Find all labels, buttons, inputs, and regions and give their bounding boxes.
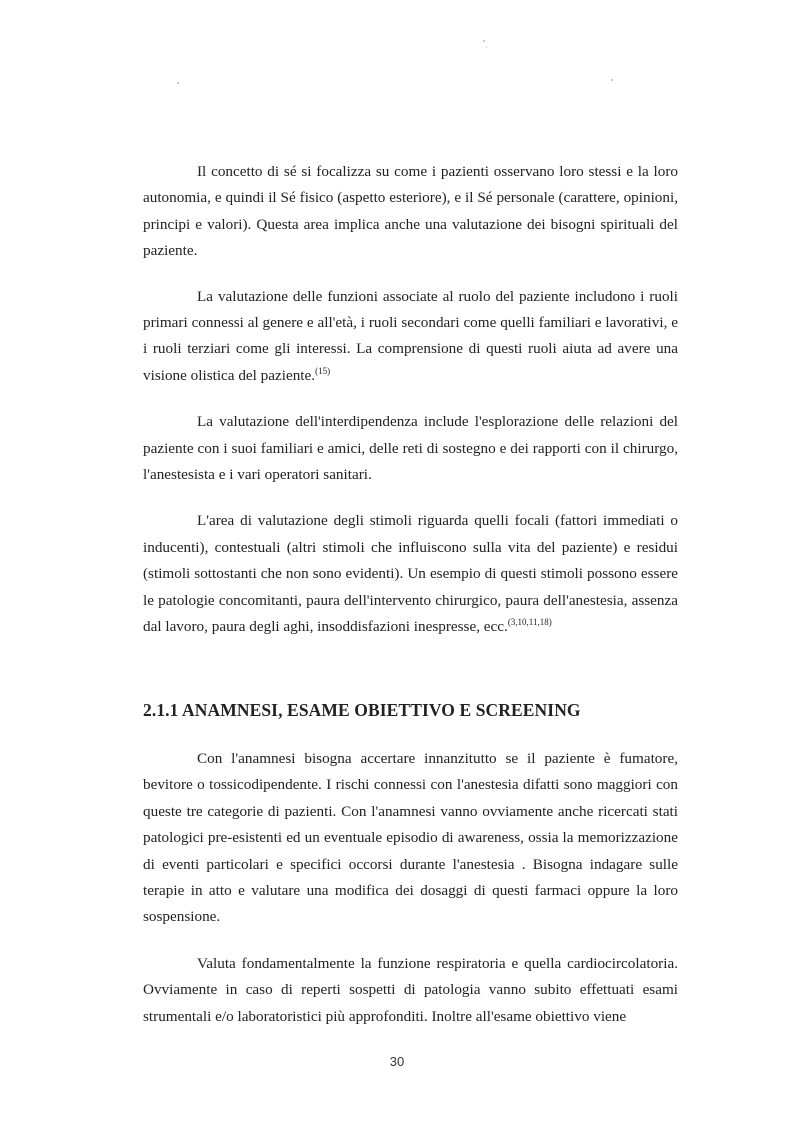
paragraph xyxy=(143,746,678,931)
paragraph-text: L'area di valutazione degli stimoli riguarda quelli focali (fattori immediati o inducenti), contestuali (altri stimoli che influiscono sulla vita del paziente) e residui (stimoli sottostanti che non sono evidenti). Un esempio di questi stimoli possono essere le patologie concomitanti, paura dell'intervento chirurgico, paura dell'anestesia, assenza dal lavoro, paura degli aghi, insoddisfazioni inespresse, ecc. xyxy=(143,512,678,636)
paragraph-text: Valuta fondamentalmente la funzione respiratoria e quella cardiocircolatoria. Ovviamente in caso di reperti sospetti di patologia vanno subito effettuati esami strumentali e/o laboratoristici più approfonditi. Inoltre all'esame obiettivo viene xyxy=(143,954,678,1025)
paragraph-text: La valutazione delle funzioni associate al ruolo del paziente includono i ruoli primari connessi al genere e all'età, i ruoli secondari come quelli familiari e lavorativi, e i ruoli terziari come gli interessi. La comprensione di questi ruoli aiuta ad avere una visione olistica del paziente. xyxy=(143,287,678,384)
paragraph-text: La valutazione dell'interdipendenza include l'esplorazione delle relazioni del paziente con i suoi familiari e amici, delle reti di sostegno e dei rapporti con il chirurgo, l'anestesista e i vari operatori sanitari. xyxy=(143,413,678,484)
section-heading: 2.1.1 ANAMNESI, ESAME OBIETTIVO E SCREENING xyxy=(143,700,581,720)
scan-speck xyxy=(483,40,485,42)
scan-speck xyxy=(486,47,487,48)
page-number: 30 xyxy=(389,1054,405,1069)
scan-speck xyxy=(611,79,613,81)
scan-speck xyxy=(177,82,179,84)
paragraph xyxy=(143,951,678,1030)
paragraph-text: Il concetto di sé si focalizza su come i pazienti osservano loro stessi e la loro autonomia, e quindi il Sé fisico (aspetto esteriore), e il Sé personale (carattere, opinioni, principi e valori). Questa area implica anche una valutazione dei bisogni spirituali del paziente. xyxy=(143,163,678,260)
body-text-before-heading xyxy=(143,159,678,641)
paragraph xyxy=(143,284,678,390)
paragraph-text: Con l'anamnesi bisogna accertare innanzitutto se il paziente è fumatore, bevitore o tossicodipendente. I rischi connessi con l'anestesia difatti sono maggiori con queste tre categorie di pazienti. Con l'anamnesi vanno ovviamente anche ricercati stati patologici pre-esistenti ed un eventuale episodio di awareness, ossia la memorizzazione di eventi particolari e specifici occorsi durante l'anestesia . Bisogna indagare sulle terapie in atto e valutare una modifica dei dosaggi di questi farmaci oppure la loro sospensione. xyxy=(143,750,678,926)
paragraph xyxy=(143,159,678,265)
citation-reference: (15) xyxy=(315,365,331,376)
paragraph xyxy=(143,409,678,488)
body-text-after-heading xyxy=(143,746,678,1030)
paragraph xyxy=(143,508,678,640)
citation-reference: (3,10,11,18) xyxy=(507,617,552,628)
